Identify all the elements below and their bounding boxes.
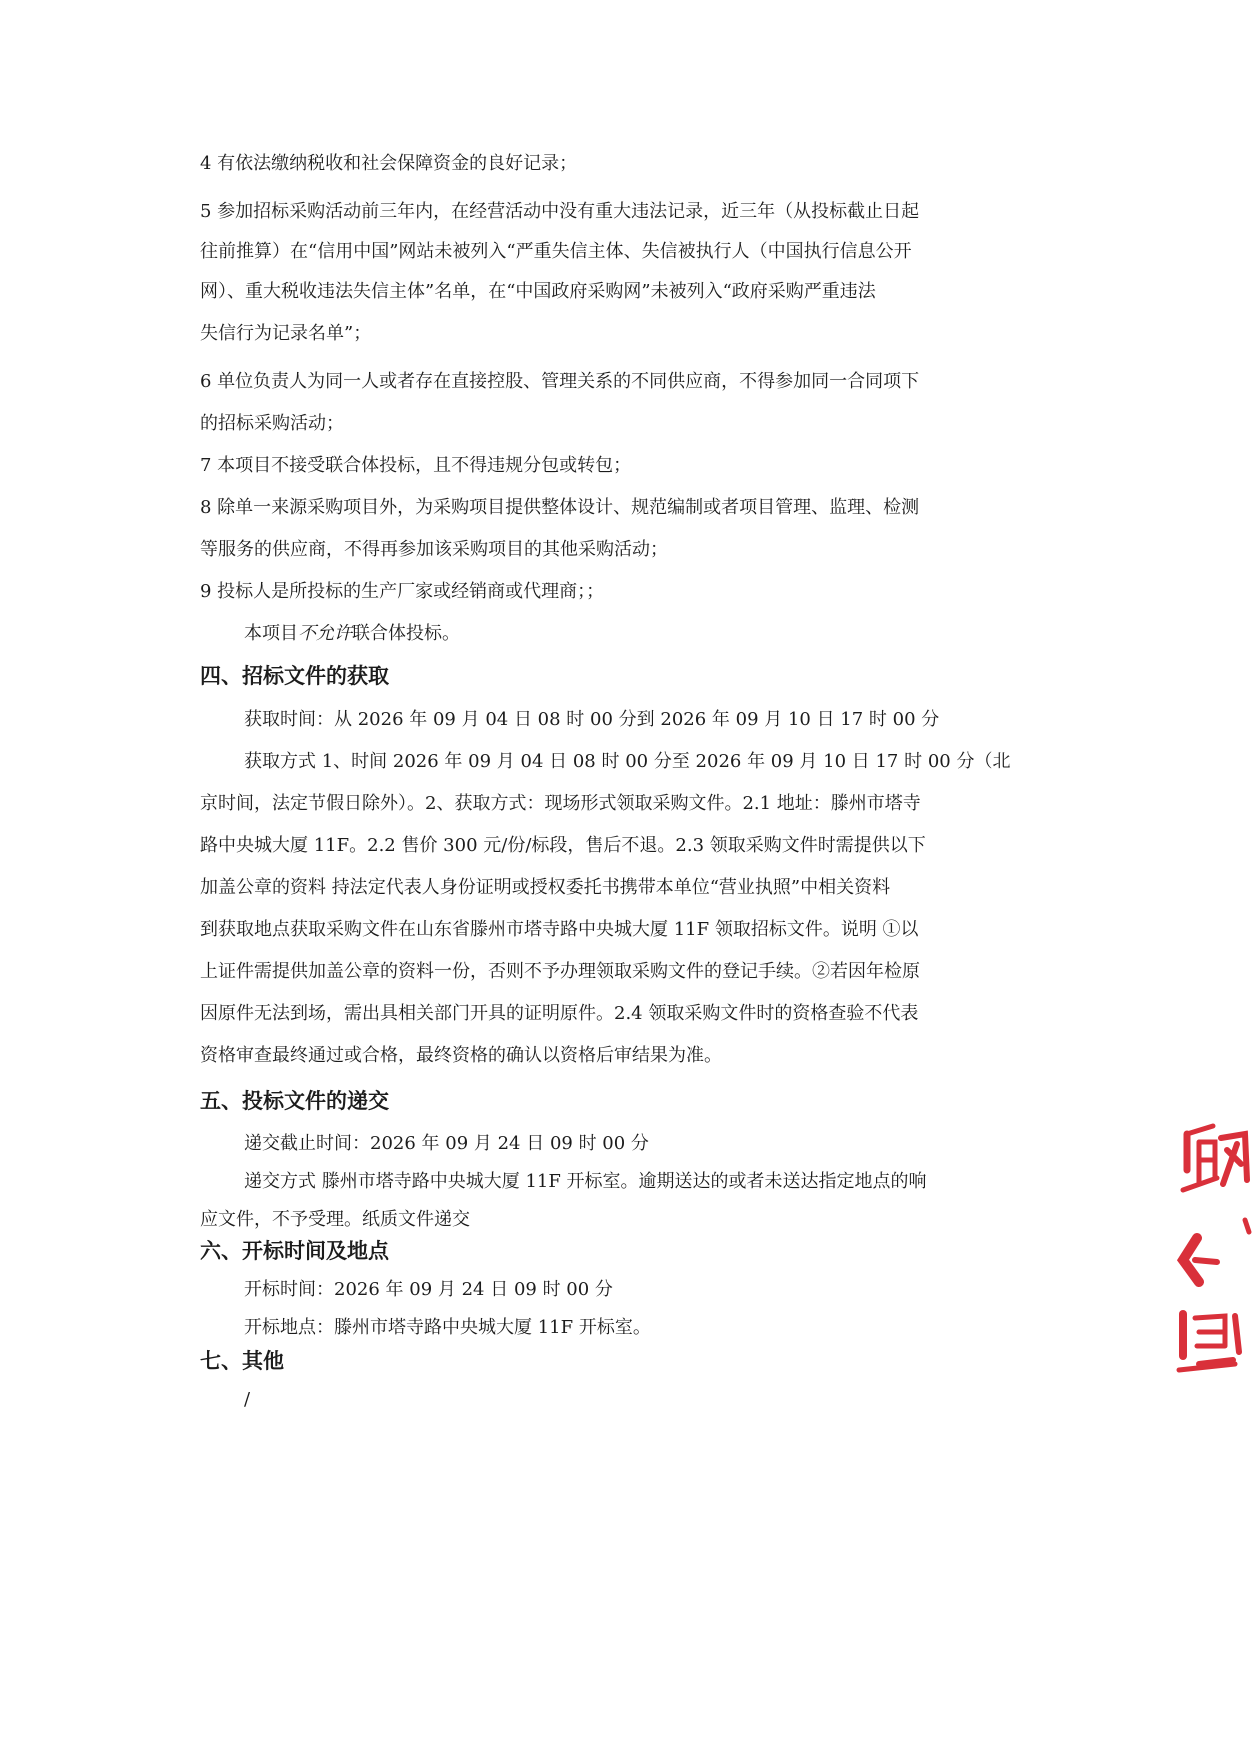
requirement-item-5-line-1: 5 参加招标采购活动前三年内，在经营活动中没有重大违法记录，近三年（从投标截止日起 — [200, 201, 920, 222]
section-4-heading: 四、招标文件的获取 — [200, 664, 389, 688]
requirement-item-6-line-2: 的招标采购活动； — [200, 413, 344, 434]
acquisition-method-line-4: 加盖公章的资料 持法定代表人身份证明或授权委托书携带本单位“营业执照”中相关资料 — [200, 877, 891, 898]
requirement-item-8-line-1: 8 除单一来源采购项目外，为采购项目提供整体设计、规范编制或者项目管理、监理、检测 — [200, 497, 920, 518]
submission-method-line-2: 应文件，不予受理。纸质文件递交 — [200, 1209, 470, 1230]
requirement-item-7: 7 本项目不接受联合体投标，且不得违规分包或转包； — [200, 455, 632, 476]
section-5-heading: 五、投标文件的递交 — [200, 1089, 389, 1113]
acquisition-method-line-3: 路中央城大厦 11F。2.2 售价 300 元/份/标段，售后不退。2.3 领取采购文件时需提供以下 — [200, 835, 926, 856]
acquisition-method-line-7: 因原件无法到场，需出具相关部门开具的证明原件。2.4 领取采购文件时的资格查验不代表 — [200, 1003, 919, 1024]
consortium-note-prefix: 本项目 — [244, 623, 298, 644]
requirement-item-9: 9 投标人是所投标的生产厂家或经销商或代理商；； — [200, 581, 605, 602]
opening-place: 开标地点：滕州市塔寺路中央城大厦 11F 开标室。 — [244, 1317, 651, 1338]
consortium-note-emphasis: 不允许 — [298, 623, 352, 644]
acquisition-method-line-1: 获取方式 1、时间 2026 年 09 月 04 日 08 时 00 分至 2026 年 09 月 10 日 17 时 00 分（北 — [244, 751, 1011, 772]
acquisition-method-line-8: 资格审查最终通过或合格，最终资格的确认以资格后审结果为准。 — [200, 1045, 722, 1066]
acquisition-time: 获取时间：从 2026 年 09 月 04 日 08 时 00 分到 2026 年 09 月 10 日 17 时 00 分 — [244, 709, 940, 730]
acquisition-method-line-2: 京时间，法定节假日除外）。2、获取方式：现场形式领取采购文件。2.1 地址：滕州市塔寺 — [200, 793, 921, 814]
acquisition-method-line-6: 上证件需提供加盖公章的资料一份，否则不予办理领取采购文件的登记手续。②若因年检原 — [200, 961, 920, 982]
consortium-note-suffix: 联合体投标。 — [352, 623, 460, 644]
section-6-heading: 六、开标时间及地点 — [200, 1239, 389, 1263]
submission-method-line-1: 递交方式 滕州市塔寺路中央城大厦 11F 开标室。逾期送达的或者未送达指定地点的响 — [244, 1171, 927, 1192]
requirement-item-4: 4 有依法缴纳税收和社会保障资金的良好记录； — [200, 153, 578, 174]
submission-deadline: 递交截止时间：2026 年 09 月 24 日 09 时 00 分 — [244, 1133, 649, 1154]
section-7-heading: 七、其他 — [200, 1349, 284, 1373]
requirement-item-5-line-3: 网）、重大税收违法失信主体”名单，在“中国政府采购网”未被列入“政府采购严重违法 — [200, 281, 876, 302]
requirement-item-5-line-2: 往前推算）在“信用中国”网站未被列入“严重失信主体、失信被执行人（中国执行信息公开 — [200, 241, 912, 262]
acquisition-method-line-5: 到获取地点获取采购文件在山东省滕州市塔寺路中央城大厦 11F 领取招标文件。说明 ①以 — [200, 919, 919, 940]
requirement-item-8-line-2: 等服务的供应商，不得再参加该采购项目的其他采购活动； — [200, 539, 668, 560]
consortium-note — [244, 620, 460, 648]
requirement-item-5-line-4: 失信行为记录名单”； — [200, 323, 372, 344]
seal-stamp — [1175, 1120, 1256, 1400]
opening-time: 开标时间：2026 年 09 月 24 日 09 时 00 分 — [244, 1279, 613, 1300]
other-content: / — [244, 1389, 251, 1410]
requirement-item-6-line-1: 6 单位负责人为同一人或者存在直接控股、管理关系的不同供应商，不得参加同一合同项下 — [200, 371, 920, 392]
